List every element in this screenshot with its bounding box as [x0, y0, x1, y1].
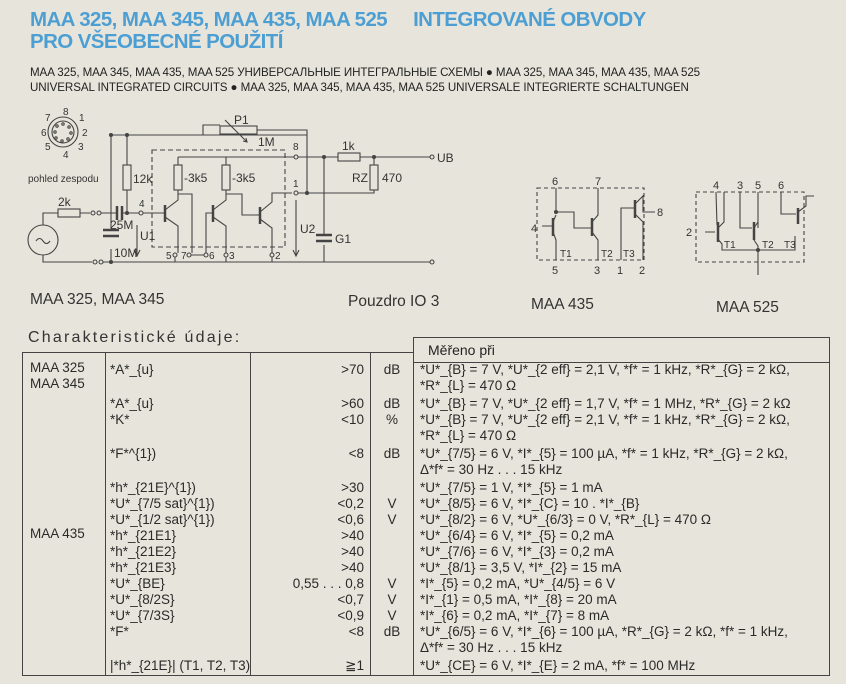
param-symbol: *U*_{8/2S} [110, 592, 175, 607]
pin-label: 3 [737, 180, 744, 192]
pin-label: 5 [755, 180, 762, 192]
pin-label: 6 [552, 176, 559, 188]
measurement-condition: *U*_{6/4} = 6 V, *I*_{5} = 0,2 mA [420, 528, 614, 543]
pin-label: 8 [657, 207, 664, 219]
multilingual-subtitle-1: MAA 325, MAA 345, MAA 435, MAA 525 УНИВЕРСАЛЬНЫЕ ИНТЕГРАЛЬНЫЕ СХЕМЫ ● MAA 325, MAA 345, MAA 435, MAA 525 [30, 66, 701, 79]
terminal-label: 4 [139, 199, 145, 210]
pin-label: 3 [78, 142, 84, 153]
param-value: >40 [341, 544, 364, 559]
transistor-label: T1 [560, 249, 572, 260]
resistor-2k [58, 209, 80, 217]
param-value: >40 [341, 528, 364, 543]
caption-maa435: MAA 435 [531, 296, 594, 313]
caption-maa525: MAA 525 [716, 299, 779, 316]
param-symbol: *F* [110, 624, 129, 639]
param-value: <0,9 [337, 608, 364, 623]
group-label: MAA 325 [30, 360, 85, 375]
param-symbol: *h*_{21E2} [110, 544, 177, 559]
pin-label: 2 [82, 128, 88, 139]
label-G1: G1 [335, 232, 352, 246]
label-10M: 10M [114, 246, 138, 260]
param-symbol: *K* [110, 412, 130, 427]
document-title-line2: PRO VŠEOBECNÉ POUŽITÍ [30, 30, 283, 53]
param-value: <8 [348, 446, 364, 461]
diagram-maa525 [686, 180, 814, 275]
measurement-condition: *U*_{7/5} = 6 V, *I*_{5} = 100 µA, *f* = 1 kHz, *R*_{G} = 2 kΩ, [420, 446, 788, 461]
param-value: >40 [341, 560, 364, 575]
param-symbol: *U*_{1/2 sat}^{1}) [110, 512, 215, 527]
param-symbol: *A*_{u} [110, 396, 154, 411]
label-3k5-1: -3k5 [184, 171, 208, 185]
param-symbol: *h*_{21E1} [110, 528, 177, 543]
param-unit: % [385, 412, 398, 427]
pin-label: 2 [639, 265, 646, 277]
label-1M: 1M [258, 135, 275, 149]
param-value: <10 [341, 412, 364, 427]
diagram-maa435 [531, 176, 663, 277]
param-value: <8 [348, 624, 364, 639]
param-unit: V [387, 576, 397, 591]
caption-maa325-345: MAA 325, MAA 345 [30, 291, 165, 308]
param-value: <0,7 [337, 592, 364, 607]
column-divider [413, 362, 414, 675]
measurement-condition: *I*_{5} = 0,2 mA, *U*_{4/5} = 6 V [420, 576, 616, 591]
param-value: <0,2 [337, 496, 364, 511]
param-value: 0,55 . . . 0,8 [292, 576, 364, 591]
label-P1: P1 [234, 113, 249, 127]
measurement-condition: *U*_{7/6} = 6 V, *I*_{3} = 0,2 mA [420, 544, 614, 559]
param-value: >30 [341, 480, 364, 495]
column-divider [250, 352, 251, 675]
transistor-label: T2 [762, 240, 774, 251]
measurement-condition: *U*_{B} = 7 V, *U*_{2 eff} = 2,1 V, *f* = 1 kHz, *R*_{G} = 2 kΩ, [420, 412, 790, 427]
multilingual-subtitle-2: UNIVERSAL INTEGRATED CIRCUITS ● MAA 325, MAA 345, MAA 435, MAA 525 UNIVERSALE INTEGRIERTE SCHALTUNGEN [30, 81, 689, 94]
measurement-condition: *U*_{8/2} = 6 V, *U*_{6/3} = 0 V, *R*_{L} = 470 Ω [420, 512, 711, 527]
param-unit: V [387, 496, 397, 511]
schematic-maa325-345 [0, 0, 846, 290]
param-unit: V [387, 608, 397, 623]
group-label: MAA 345 [30, 376, 85, 391]
group-maa435: MAA 435 [30, 526, 85, 541]
pin-label: 7 [45, 113, 51, 124]
pin-label: 6 [41, 128, 47, 139]
label-470: 470 [382, 171, 403, 185]
terminal-label: 8 [293, 142, 299, 153]
measurement-condition: *U*_{CE} = 6 V, *I*_{E} = 2 mA, *f* = 100 MHz [420, 658, 696, 673]
pinout-diagram [28, 107, 99, 185]
measurement-condition: *U*_{8/1} = 3,5 V, *I*_{2} = 15 mA [420, 560, 622, 575]
measurement-condition: *U*_{B} = 7 V, *U*_{2 eff} = 2,1 V, *f* = 1 kHz, *R*_{G} = 2 kΩ, [420, 362, 790, 377]
pin-label: 8 [63, 107, 69, 118]
pin-label: 3 [594, 265, 601, 277]
pin-label: 5 [552, 265, 559, 277]
signal-generator-icon [28, 225, 58, 255]
measurement-condition: *U*_{6/5} = 6 V, *I*_{6} = 100 µA, *R*_{G} = 2 kΩ, *f* = 1 kHz, [420, 624, 788, 639]
pin-label: 5 [45, 142, 51, 153]
terminal-label: 6 [209, 251, 215, 262]
transistor-label: T3 [784, 240, 796, 251]
label-3k5-2: -3k5 [232, 171, 256, 185]
terminal-label: 5 [166, 251, 172, 262]
param-unit: dB [383, 624, 401, 639]
measurement-condition: *R*_{L} = 470 Ω [420, 378, 517, 393]
title-integrated-circuits: INTEGROVANÉ OBVODY [413, 8, 646, 31]
terminal-label: 1 [293, 179, 299, 190]
param-symbol: *U*_{BE} [110, 576, 165, 591]
terminal-label: 7 [181, 251, 187, 262]
terminal-label: 3 [229, 251, 235, 262]
param-value: >70 [341, 362, 364, 377]
pin-label: 1 [79, 113, 85, 124]
label-1k: 1k [342, 139, 355, 153]
group-maa325-345 [30, 360, 85, 392]
table-top-border [22, 352, 413, 353]
pin-label: 4 [63, 150, 69, 161]
param-symbol: *F*^{1}) [110, 446, 157, 461]
param-unit: V [387, 512, 397, 527]
caption-package: Pouzdro IO 3 [348, 293, 440, 310]
measurement-condition: *I*_{6} = 0,2 mA, *I*_{7} = 8 mA [420, 608, 610, 623]
transistor-label: T1 [724, 240, 736, 251]
param-symbol: *U*_{7/3S} [110, 608, 175, 623]
param-symbol: |*h*_{21E}| (T1, T2, T3) [110, 658, 251, 673]
measurement-condition: Δ*f* = 30 Hz . . . 15 kHz [420, 640, 563, 655]
param-symbol: *U*_{7/5 sat}^{1}) [110, 496, 215, 511]
param-value: >60 [341, 396, 364, 411]
pin-label: 6 [778, 180, 785, 192]
pin-label: 1 [617, 265, 624, 277]
label-12k: 12k [133, 172, 153, 186]
title-part-numbers: MAA 325, MAA 345, MAA 435, MAA 525 [30, 8, 388, 31]
transistor-label: T3 [623, 249, 635, 260]
param-symbol: *A*_{u} [110, 362, 154, 377]
measured-header: Měřeno při [428, 342, 495, 358]
param-symbol: *h*_{21E}^{1}) [110, 480, 196, 495]
measurement-condition: *R*_{L} = 470 Ω [420, 428, 517, 443]
label-U2: U2 [300, 222, 316, 236]
pin-label: 7 [595, 176, 602, 188]
transistor-label: T2 [601, 249, 613, 260]
pin-label: 4 [713, 180, 720, 192]
param-unit: dB [383, 446, 401, 461]
param-value: ≧1 [345, 658, 364, 673]
terminal-label: 2 [275, 251, 281, 262]
measurement-condition: *U*_{8/5} = 6 V, *I*_{C} = 10 . *I*_{B} [420, 496, 640, 511]
pin-label: 2 [686, 227, 693, 239]
label-25M: 25M [110, 218, 134, 232]
label-Rz: RZ [352, 171, 368, 185]
pin-label: 4 [531, 223, 538, 235]
label-U1: U1 [140, 229, 156, 243]
label-2k: 2k [58, 195, 71, 209]
measurement-condition: *U*_{B} = 7 V, *U*_{2 eff} = 1,7 V, *f* = 1 MHz, *R*_{G} = 2 kΩ [420, 396, 791, 411]
label-UB: UB [437, 151, 454, 165]
table-heading: Charakteristické údaje: [28, 329, 242, 346]
measurement-condition: *I*_{1} = 0,5 mA, *I*_{8} = 20 mA [420, 592, 617, 607]
param-value: <0,6 [337, 512, 364, 527]
measurement-condition: *U*_{7/5} = 1 V, *I*_{5} = 1 mA [420, 480, 603, 495]
param-symbol: *h*_{21E3} [110, 560, 177, 575]
param-unit: dB [383, 396, 401, 411]
param-unit: dB [383, 362, 401, 377]
bottom-view-label: pohled zespodu [28, 174, 99, 185]
measurement-condition: Δ*f* = 30 Hz . . . 15 kHz [420, 462, 563, 477]
column-divider [105, 352, 106, 675]
param-unit: V [387, 592, 397, 607]
